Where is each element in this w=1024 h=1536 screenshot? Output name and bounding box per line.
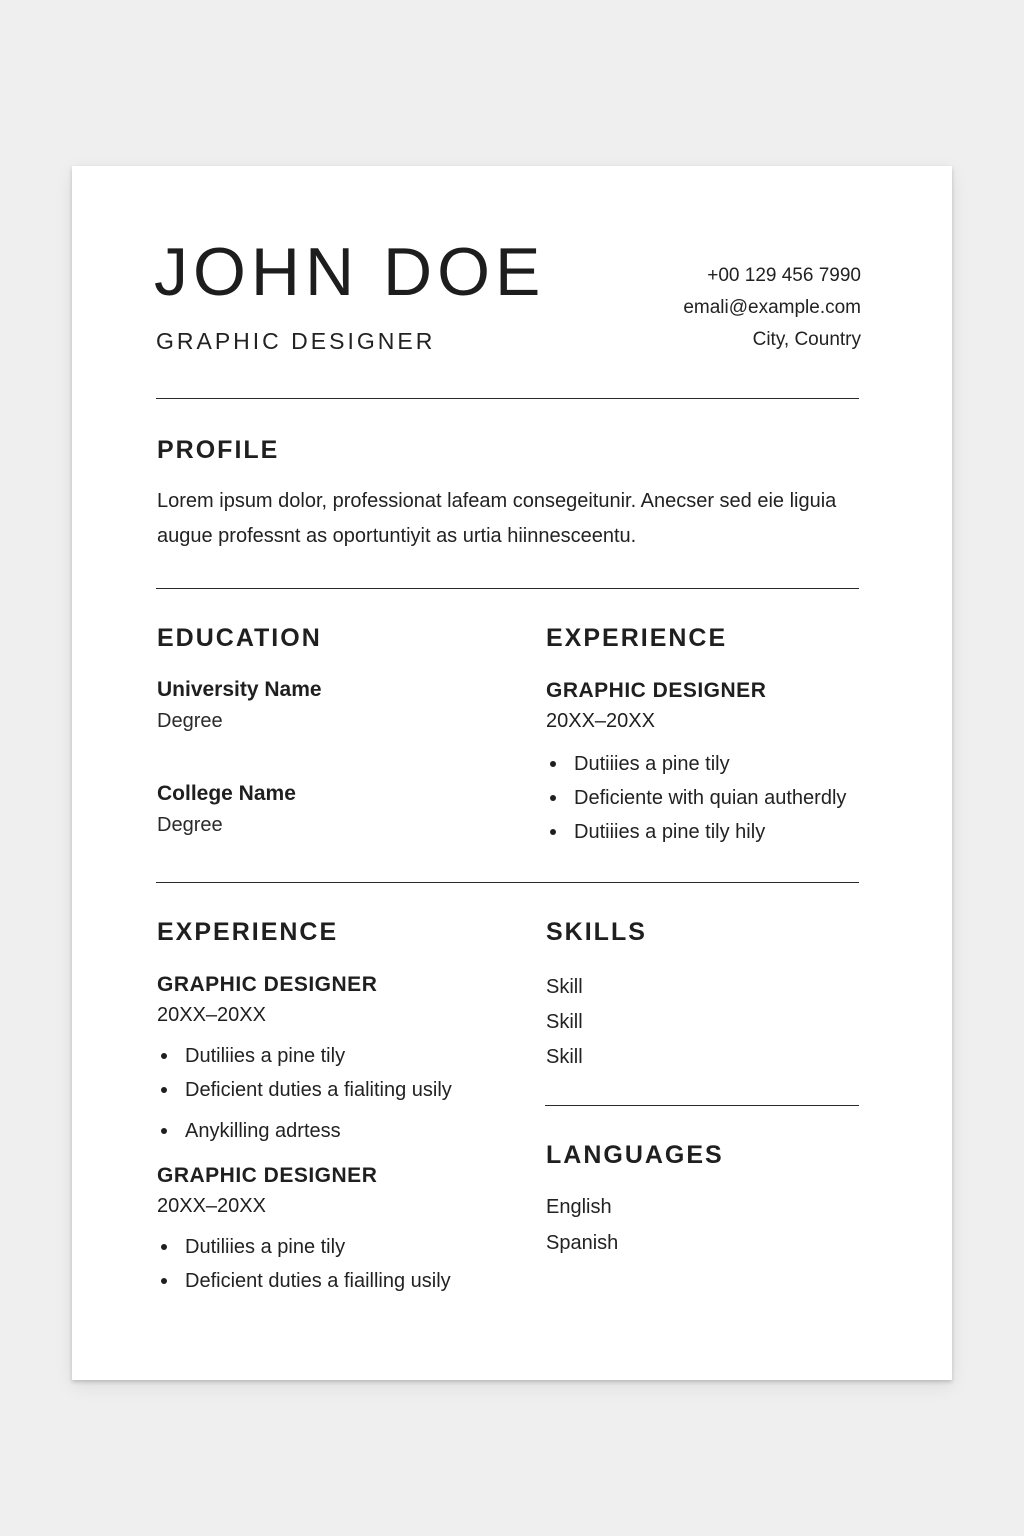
languages-list bbox=[546, 1189, 618, 1261]
job-duties-list bbox=[546, 747, 846, 849]
location: City, Country bbox=[752, 329, 861, 350]
education-school-name: University Name bbox=[157, 678, 322, 701]
job-duty-item: Deficient duties a fiailling usily bbox=[157, 1264, 451, 1298]
skill-item: Skill bbox=[546, 1046, 583, 1068]
job-duty-item: Dutiiies a pine tily bbox=[546, 747, 846, 781]
resume-page bbox=[72, 166, 952, 1380]
contact-block bbox=[683, 260, 861, 356]
candidate-name: JOHN DOE bbox=[154, 234, 546, 310]
divider bbox=[156, 882, 859, 883]
divider bbox=[545, 1105, 859, 1106]
profile-heading: PROFILE bbox=[157, 436, 280, 464]
job-duty-item: Deficiente with quian autherdly bbox=[546, 781, 846, 815]
education-heading: EDUCATION bbox=[157, 624, 322, 652]
divider bbox=[156, 398, 859, 399]
job-dates: 20XX–20XX bbox=[157, 1004, 266, 1026]
job-dates: 20XX–20XX bbox=[157, 1195, 266, 1217]
job-duty-item: Dutiiies a pine tily hily bbox=[546, 815, 846, 849]
skill-item: Skill bbox=[546, 1011, 583, 1033]
languages-heading: LANGUAGES bbox=[546, 1141, 724, 1169]
job-title: GRAPHIC DESIGNER bbox=[546, 679, 767, 702]
education-degree: Degree bbox=[157, 710, 223, 732]
divider bbox=[156, 588, 859, 589]
skills-heading: SKILLS bbox=[546, 918, 647, 946]
job-title: GRAPHIC DESIGNER bbox=[157, 1164, 378, 1187]
job-duty-item: Dutiliies a pine tily bbox=[157, 1230, 451, 1264]
language-item: English bbox=[546, 1196, 612, 1218]
skills-list bbox=[546, 970, 583, 1075]
candidate-title: GRAPHIC DESIGNER bbox=[156, 328, 436, 354]
phone-number: +00 129 456 7990 bbox=[707, 265, 861, 286]
job-title: GRAPHIC DESIGNER bbox=[157, 973, 378, 996]
skill-item: Skill bbox=[546, 976, 583, 998]
experience-heading: EXPERIENCE bbox=[157, 918, 339, 946]
job-duty-item: Deficient duties a fialiting usily bbox=[157, 1073, 452, 1107]
job-dates: 20XX–20XX bbox=[546, 710, 655, 732]
job-duties-list bbox=[157, 1039, 452, 1148]
language-item: Spanish bbox=[546, 1232, 619, 1254]
job-duty-item: Anykilling adrtess bbox=[157, 1114, 452, 1148]
education-degree: Degree bbox=[157, 814, 223, 836]
job-duty-item: Dutiliies a pine tily bbox=[157, 1039, 452, 1073]
profile-text: Lorem ipsum dolor, professionat lafeam consegeitunir. Anecser sed eie liguia augue professnt as oportuntiyit as urtia hiinnesceentu. bbox=[157, 490, 837, 547]
email-address: emali@example.com bbox=[683, 297, 861, 318]
job-duties-list bbox=[157, 1230, 451, 1298]
education-school-name: College Name bbox=[157, 782, 296, 805]
experience-heading: EXPERIENCE bbox=[546, 624, 728, 652]
